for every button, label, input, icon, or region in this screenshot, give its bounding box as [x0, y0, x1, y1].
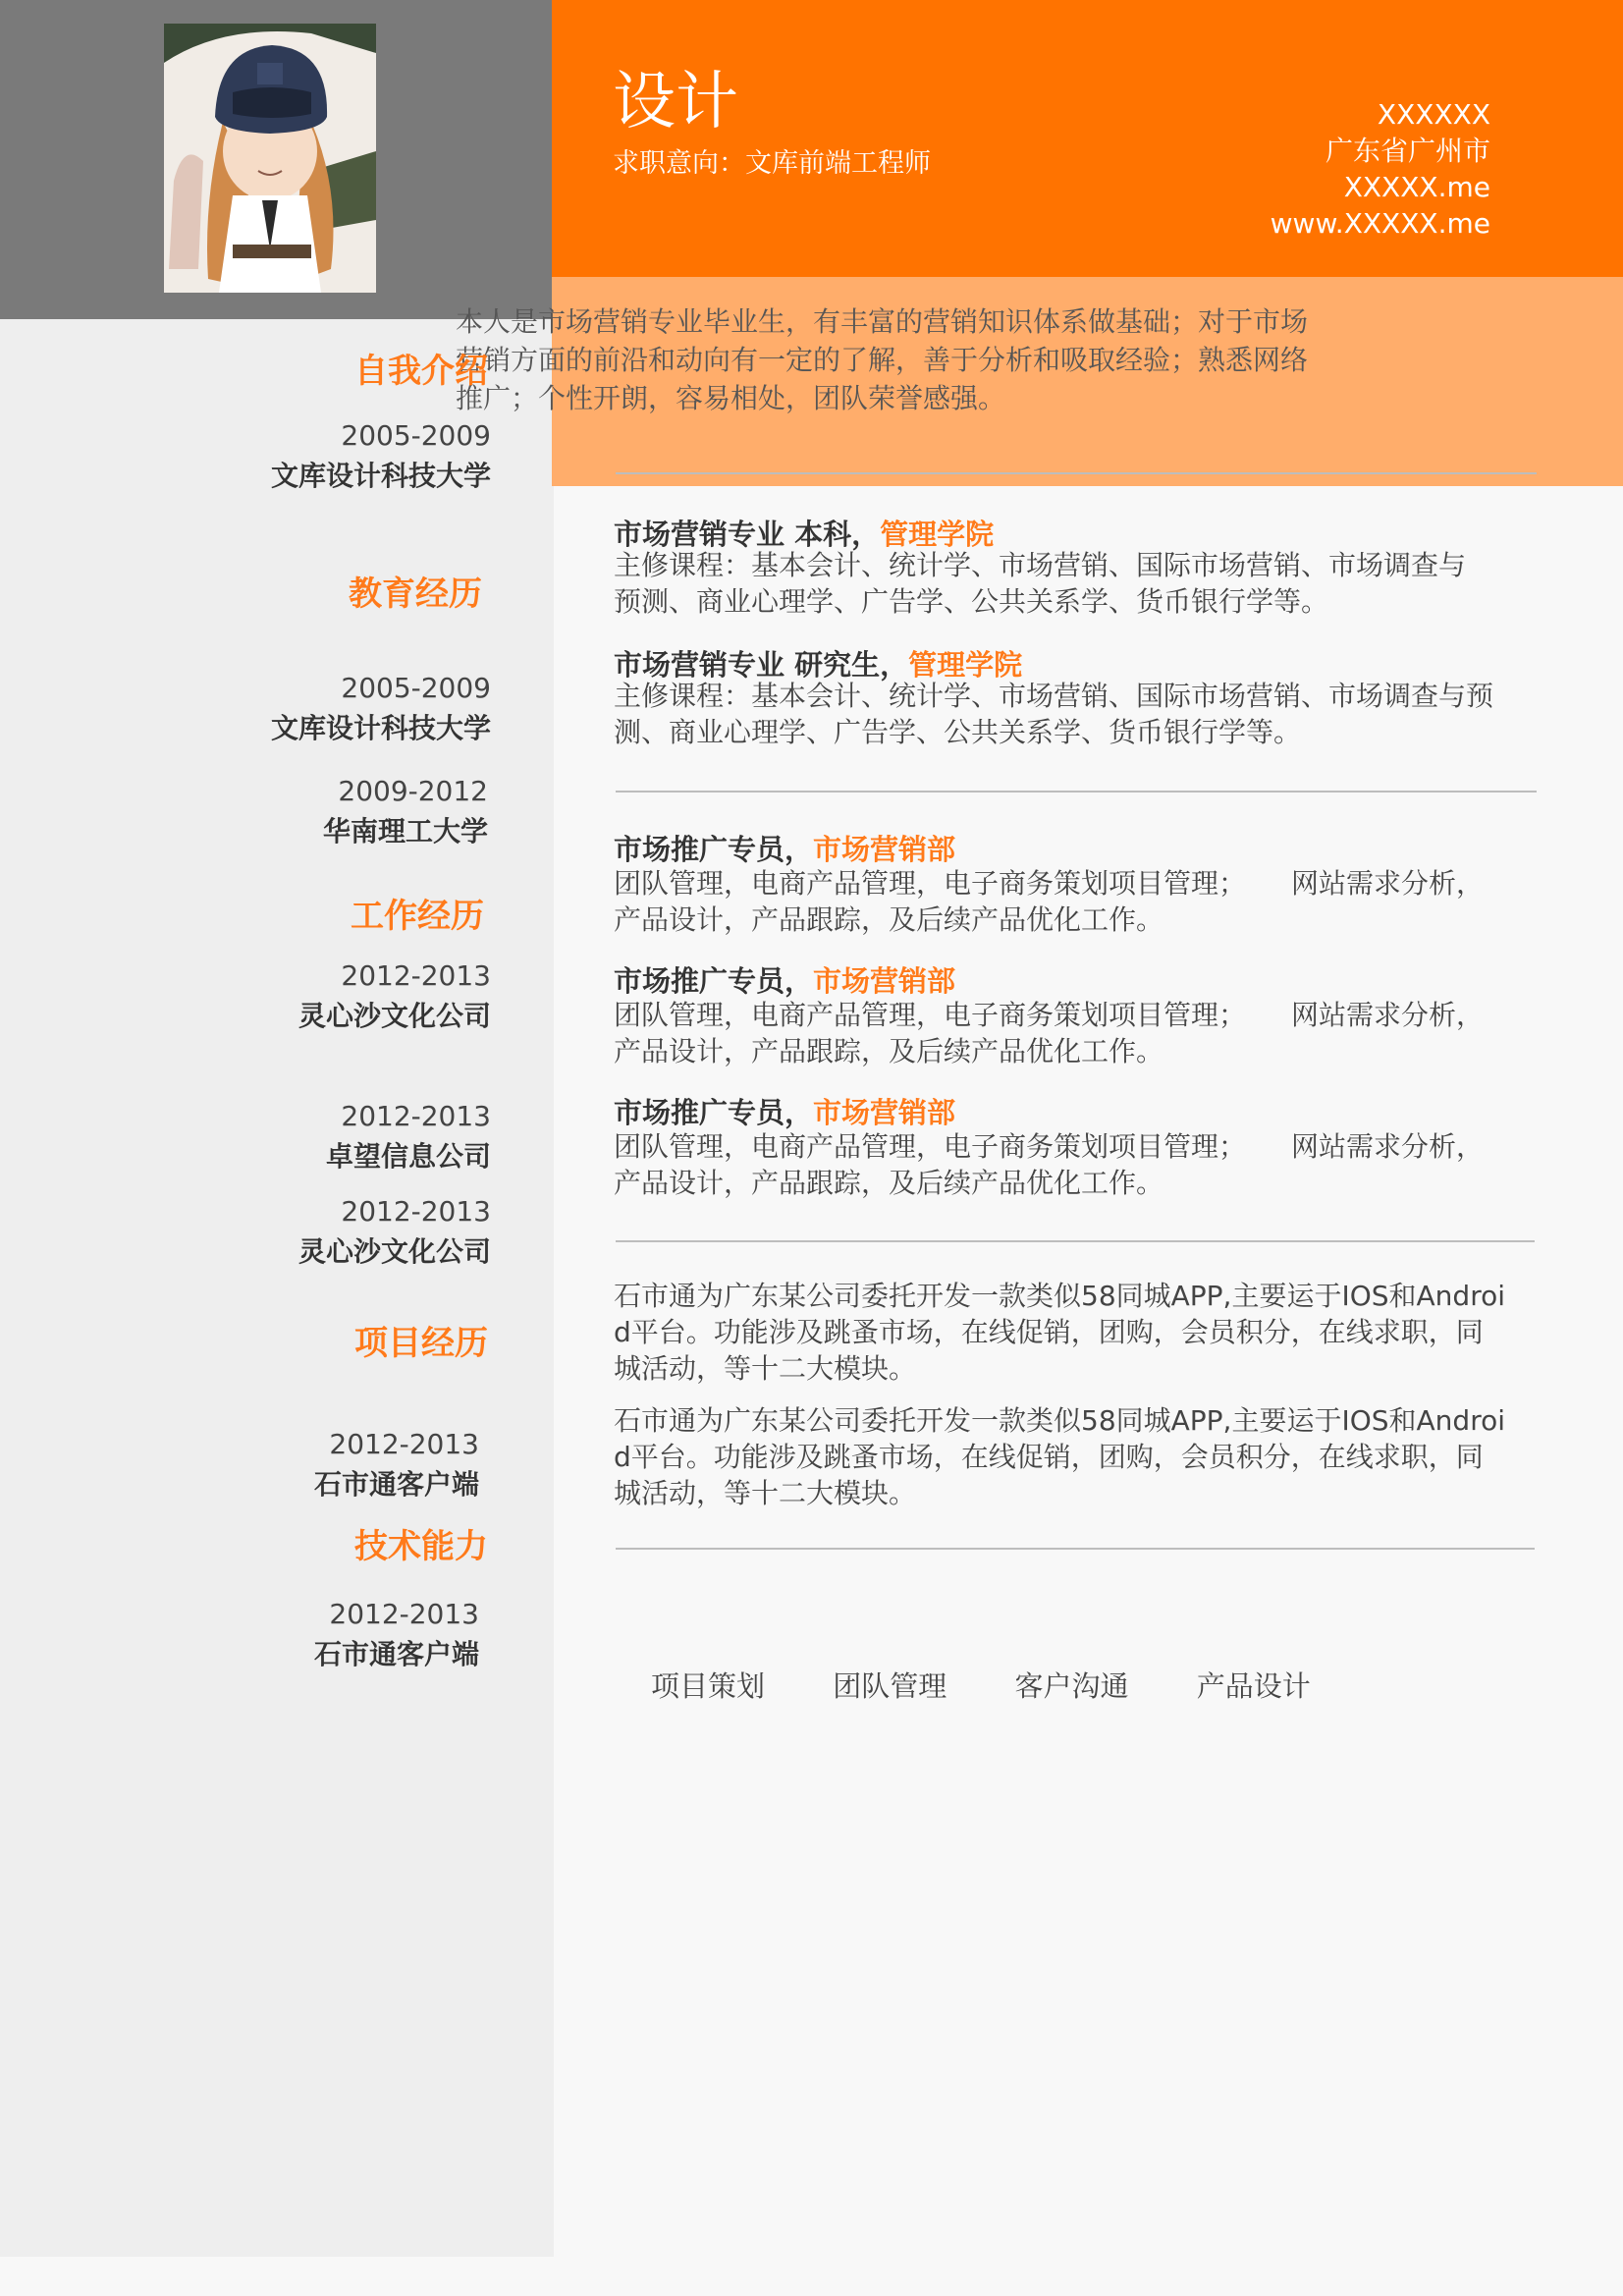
work-department: 市场营销部	[813, 1096, 956, 1129]
desc-line: 主修课程：基本会计、统计学、市场营销、国际市场营销、市场调查与预	[614, 680, 1494, 712]
sidebar-org: 石市通客户端	[313, 1638, 479, 1670]
desc-line: 石市通为广东某公司委托开发一款类似58同城APP,主要运于IOS和Androi	[614, 1280, 1506, 1312]
work-position: 市场推广专员，	[614, 1096, 814, 1129]
desc-line: 主修课程：基本会计、统计学、市场营销、国际市场营销、市场调查与	[614, 549, 1467, 581]
education-item-desc	[614, 678, 1507, 750]
section-divider	[616, 791, 1537, 793]
section-divider	[616, 1548, 1535, 1550]
desc-line: 团队管理，电商产品管理，电子商务策划项目管理；	[614, 867, 1247, 900]
avatar-illustration	[164, 24, 376, 293]
intro-text	[456, 302, 1359, 417]
sidebar-org: 卓望信息公司	[325, 1140, 491, 1173]
work-item-desc	[614, 865, 1507, 938]
section-divider	[616, 1240, 1535, 1242]
sidebar-org: 灵心沙文化公司	[298, 1000, 491, 1032]
desc-line: 网站需求分析，	[1291, 1130, 1485, 1163]
education-school: 管理学院	[880, 518, 995, 551]
sidebar-org: 华南理工大学	[322, 815, 488, 847]
skill-item: 团队管理	[833, 1669, 947, 1703]
desc-line: 网站需求分析，	[1291, 999, 1485, 1031]
sidebar-org: 灵心沙文化公司	[298, 1235, 491, 1268]
sidebar-org: 石市通客户端	[313, 1468, 479, 1501]
sidebar-year: 2012-2013	[329, 1598, 479, 1630]
section-divider	[616, 472, 1537, 474]
skill-item: 产品设计	[1196, 1669, 1311, 1703]
desc-line: 团队管理，电商产品管理，电子商务策划项目管理；	[614, 999, 1247, 1031]
contact-info	[1271, 96, 1490, 242]
work-item-title	[614, 828, 955, 868]
sidebar-year: 2012-2013	[341, 959, 491, 992]
desc-line: 石市通为广东某公司委托开发一款类似58同城APP,主要运于IOS和Androi	[614, 1404, 1506, 1437]
candidate-name: 设计	[613, 66, 738, 138]
project-item-desc	[614, 1402, 1507, 1511]
contact-location: 广东省广州市	[1325, 135, 1490, 167]
work-item-title	[614, 1091, 955, 1131]
intro-line: 本人是市场营销专业毕业生，有丰富的营销知识体系做基础；对于市场	[456, 305, 1309, 338]
project-item-desc	[614, 1278, 1507, 1387]
desc-line: d平台。功能涉及跳蚤市场，在线促销，团购，会员积分，在线求职，同	[614, 1316, 1484, 1348]
intro-line: 推广；个性开朗，容易相处，团队荣誉感强。	[456, 382, 1006, 414]
sidebar-org: 文库设计科技大学	[270, 712, 491, 744]
sidebar-org: 文库设计科技大学	[270, 460, 491, 492]
desc-line: 产品设计，产品跟踪，及后续产品优化工作。	[614, 903, 1164, 936]
project-section-title: 项目经历	[354, 1324, 488, 1363]
sidebar-year: 2009-2012	[338, 775, 488, 807]
desc-line: 产品设计，产品跟踪，及后续产品优化工作。	[614, 1167, 1164, 1199]
education-section-title: 教育经历	[349, 574, 482, 614]
contact-email: XXXXX.me	[1343, 171, 1490, 203]
desc-line: 预测、商业心理学、广告学、公共关系学、货币银行学等。	[614, 585, 1329, 618]
sidebar-year: 2005-2009	[341, 419, 491, 452]
work-item-desc	[614, 997, 1507, 1069]
desc-line: 测、商业心理学、广告学、公共关系学、货币银行学等。	[614, 716, 1302, 748]
work-section-title: 工作经历	[351, 897, 484, 936]
work-position: 市场推广专员，	[614, 833, 814, 866]
desc-line: d平台。功能涉及跳蚤市场，在线促销，团购，会员积分，在线求职，同	[614, 1441, 1484, 1473]
work-position: 市场推广专员，	[614, 964, 814, 998]
work-department: 市场营销部	[813, 833, 956, 866]
work-item-title	[614, 959, 955, 1000]
desc-line: 城活动，等十二大模块。	[614, 1352, 917, 1385]
contact-website: www.XXXXX.me	[1270, 207, 1490, 240]
skill-item: 客户沟通	[1014, 1669, 1129, 1703]
avatar	[164, 24, 376, 293]
sidebar-year: 2012-2013	[341, 1100, 491, 1132]
work-department: 市场营销部	[813, 964, 956, 998]
sidebar-year: 2012-2013	[329, 1428, 479, 1460]
desc-line: 产品设计，产品跟踪，及后续产品优化工作。	[614, 1035, 1164, 1067]
skills-list	[651, 1665, 1370, 1705]
intro-line: 营销方面的前沿和动向有一定的了解，善于分析和吸取经验；熟悉网络	[456, 344, 1309, 376]
work-item-desc	[614, 1128, 1507, 1201]
desc-line: 团队管理，电商产品管理，电子商务策划项目管理；	[614, 1130, 1247, 1163]
skills-section-title: 技术能力	[354, 1527, 488, 1566]
education-school: 管理学院	[908, 648, 1023, 682]
education-item-desc	[614, 547, 1507, 620]
sidebar-year: 2012-2013	[341, 1195, 491, 1228]
skill-item: 项目策划	[651, 1669, 766, 1703]
education-degree: 市场营销专业 研究生，	[614, 648, 909, 682]
desc-line: 网站需求分析，	[1291, 867, 1485, 900]
intro-section-title: 自我介绍	[354, 352, 488, 391]
sidebar-year: 2005-2009	[341, 672, 491, 704]
job-intent: 求职意向：文库前端工程师	[613, 148, 931, 179]
education-degree: 市场营销专业 本科，	[614, 518, 881, 551]
contact-phone: XXXXXX	[1377, 98, 1490, 131]
desc-line: 城活动，等十二大模块。	[614, 1477, 917, 1509]
